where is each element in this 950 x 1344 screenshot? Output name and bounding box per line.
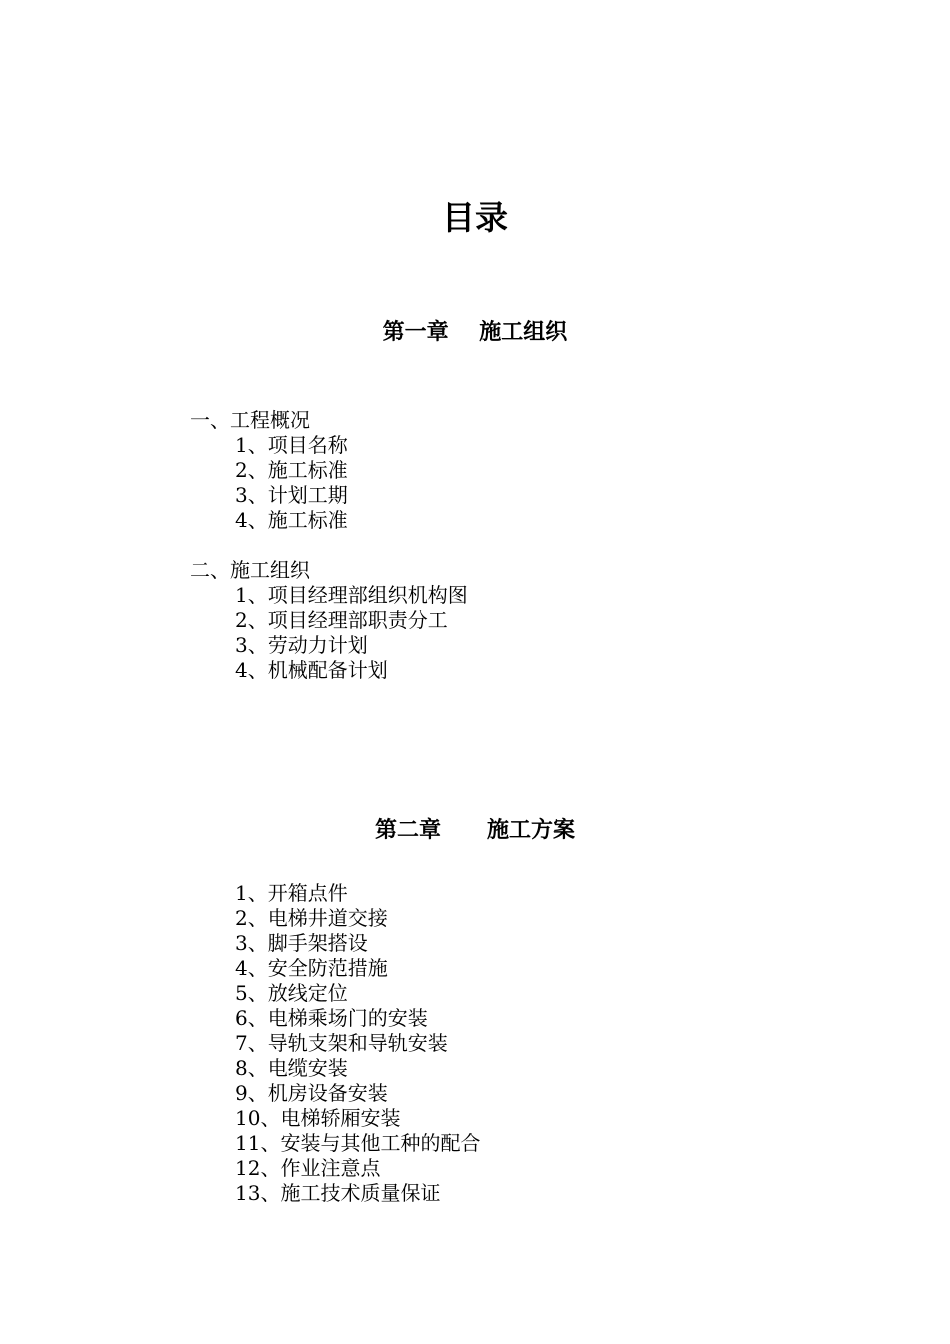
toc-item: 1、开箱点件 [235, 881, 348, 905]
toc-item: 3、计划工期 [235, 483, 348, 507]
toc-item: 4、机械配备计划 [235, 658, 388, 682]
toc-item: 2、电梯井道交接 [235, 906, 388, 930]
toc-item: 4、施工标准 [235, 508, 348, 532]
chapter-1-section-2 [190, 558, 468, 683]
toc-item: 3、脚手架搭设 [235, 931, 368, 955]
chapter-2-heading: 第二章 施工方案 [375, 818, 575, 843]
toc-item: 5、放线定位 [235, 981, 348, 1005]
toc-item: 6、电梯乘场门的安装 [235, 1006, 428, 1030]
toc-item: 3、劳动力计划 [235, 633, 368, 657]
section-title: 一、工程概况 [190, 408, 310, 432]
toc-item: 7、导轨支架和导轨安装 [235, 1031, 448, 1055]
toc-item: 1、项目经理部组织机构图 [235, 583, 468, 607]
toc-item: 2、项目经理部职责分工 [235, 608, 448, 632]
chapter-2-items [190, 881, 480, 1206]
toc-item: 4、安全防范措施 [235, 956, 388, 980]
section-title: 二、施工组织 [190, 558, 310, 582]
chapter-1-section-1 [190, 408, 348, 533]
toc-item: 8、电缆安装 [235, 1056, 348, 1080]
chapter-1-heading: 第一章 施工组织 [382, 320, 568, 345]
toc-item: 1、项目名称 [235, 433, 348, 457]
toc-item: 2、施工标准 [235, 458, 348, 482]
toc-item: 9、机房设备安装 [235, 1081, 388, 1105]
toc-item: 11、安装与其他工种的配合 [235, 1131, 481, 1155]
page-title: 目录 [442, 198, 508, 237]
toc-item: 13、施工技术质量保证 [235, 1181, 441, 1205]
toc-item: 10、电梯轿厢安装 [235, 1106, 401, 1130]
toc-item: 12、作业注意点 [235, 1156, 381, 1180]
